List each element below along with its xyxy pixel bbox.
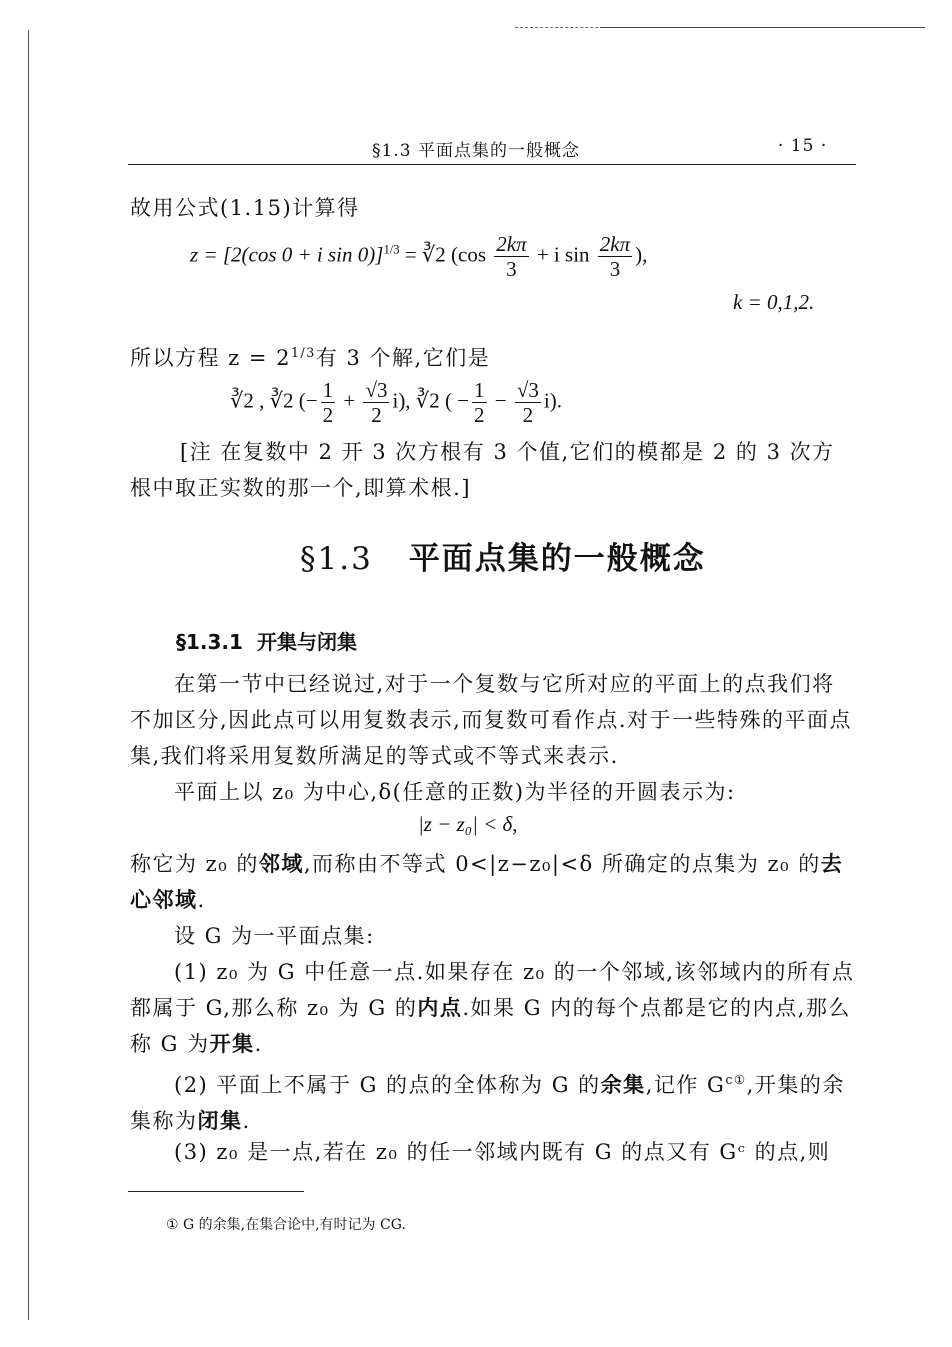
paragraph-3: 称它为 z₀ 的邻域,而称由不等式 0<|z−z₀|<δ 所确定的点集为 z₀ 的去心邻域. — [130, 852, 844, 912]
page-number: · 15 · — [778, 136, 828, 156]
eq-middle-2: + i sin — [531, 242, 595, 267]
paragraph-6: (2) 平面上不属于 G 的点的全体称为 G 的余集,记作 $G^{c①}$,开集的余集称为闭集. — [130, 1072, 845, 1133]
equation-neighborhood: |z − z₀| < δ, — [418, 812, 518, 836]
eq-end: ), — [635, 242, 648, 267]
footnote: ① G 的余集,在集合论中,有时记为 CG. — [166, 1217, 406, 1233]
footnote-marker: c① — [725, 1072, 747, 1087]
eq-lhs: z = [2(cos 0 + i sin 0)] — [190, 242, 384, 267]
text-line-formula-intro: 故用公式(1.15)计算得 — [130, 196, 360, 220]
paragraph-1: 在第一节中已经说过,对于一个复数与它所对应的平面上的点我们将不加区分,因此点可以用复数表示,而复数可看作点.对于一些特殊的平面点集,我们将采用复数所满足的等式或不等式来表示. — [130, 672, 853, 768]
eq-middle: = ∛2 (cos — [399, 242, 492, 267]
paragraph-2: 平面上以 z₀ 为中心,δ(任意的正数)为半径的开圆表示为: — [174, 780, 736, 804]
note-paragraph: [注 在复数中 2 开 3 次方根有 3 个值,它们的模都是 2 的 3 次方根中取正实数的那一个,即算术根.] — [130, 440, 835, 500]
header-rule — [128, 164, 856, 165]
eq-k-values: k = 0,1,2. — [733, 290, 815, 314]
paragraph-4: 设 G 为一平面点集: — [174, 924, 375, 948]
fraction-2kpi-over-3-b: $\frac{2k\pi}{3}$ — [599, 232, 631, 281]
equation-solutions: ∛2 , ∛2 (− $\frac{1}{2}$ + $\frac{√3}{2}$ i), ∛2 ( − $\frac{1}{2}$ − $\frac{√3}{2}$ i). — [230, 378, 562, 427]
fraction-2kpi-over-3: $\frac{2k\pi}{3}$ — [496, 232, 527, 281]
term-open-set: 开集 — [209, 1032, 255, 1056]
term-complement: 余集 — [600, 1073, 646, 1097]
binding-edge-line — [28, 30, 29, 1320]
fraction-one-half-b: $\frac{1}{2}$ — [474, 378, 485, 427]
term-neighborhood: 邻域 — [258, 852, 304, 876]
term-punctured-neighborhood: 去心邻域 — [130, 852, 844, 912]
fraction-one-half: $\frac{1}{2}$ — [322, 378, 334, 427]
text-line-solutions-intro: 所以方程 $z = 2^{1/3}$有 3 个解,它们是 — [130, 345, 491, 370]
paragraph-5: (1) z₀ 为 G 中任意一点.如果存在 z₀ 的一个邻域,该邻域内的所有点都属于 G,那么称 z₀ 为 G 的内点.如果 G 内的每个点都是它的内点,那么称 G 为开集. — [130, 960, 855, 1056]
fraction-root3-over-2-b: $\frac{√3}{2}$ — [516, 378, 539, 427]
section-heading: §1.3 平面点集的一般概念 — [300, 541, 706, 577]
running-header-title: §1.3 平面点集的一般概念 — [372, 141, 580, 161]
term-closed-set: 闭集 — [197, 1109, 243, 1133]
eq-exponent: 1/3 — [383, 242, 400, 257]
subsection-heading: §1.3.1 开集与闭集 — [176, 630, 357, 654]
footnote-rule — [128, 1191, 304, 1192]
equation-roots — [190, 232, 647, 281]
term-interior-point: 内点 — [417, 996, 463, 1020]
top-edge-line — [600, 27, 925, 28]
paragraph-7: (3) z₀ 是一点,若在 z₀ 的任一邻域内既有 G 的点又有 Gᶜ 的点,则 — [174, 1140, 831, 1164]
fraction-root3-over-2: $\frac{√3}{2}$ — [365, 378, 388, 427]
exp-one-third: 1/3 — [291, 345, 316, 360]
